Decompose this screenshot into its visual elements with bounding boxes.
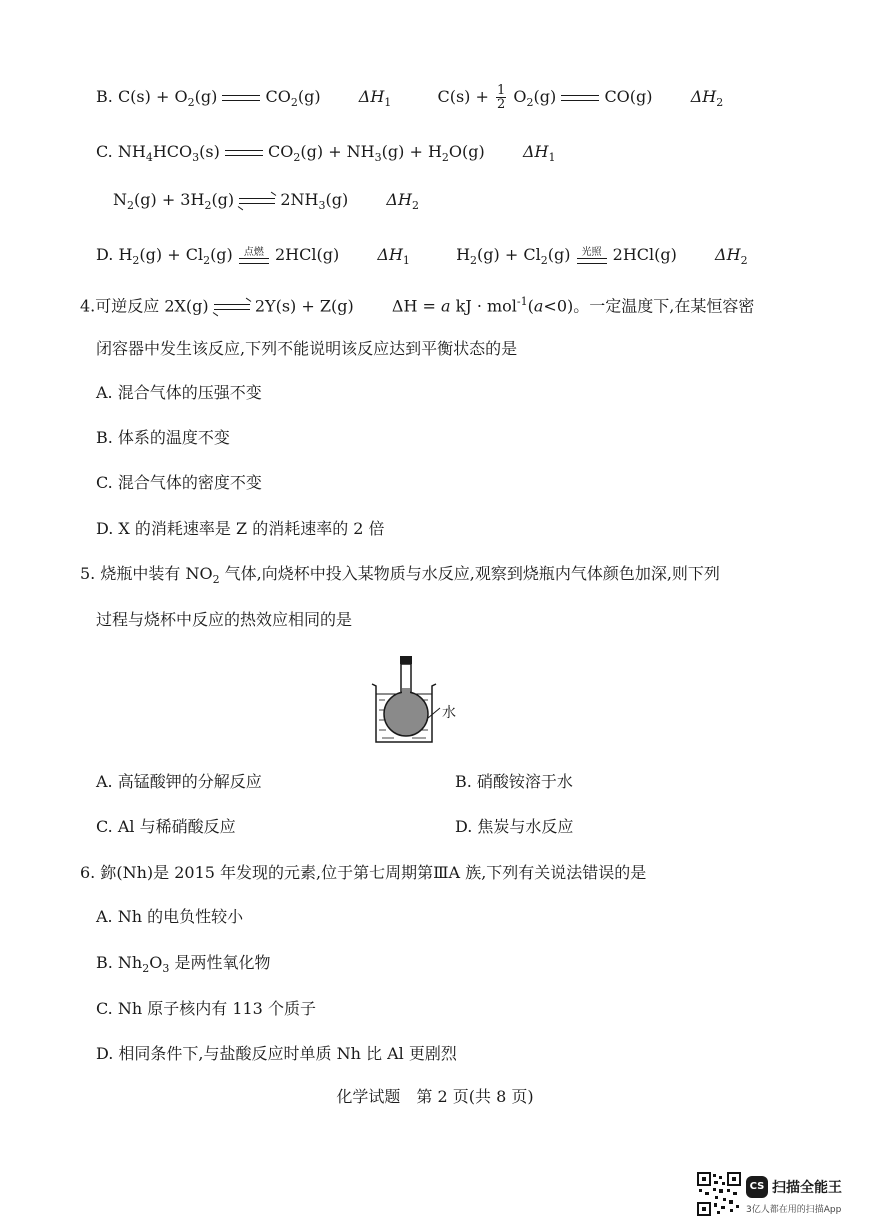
option-c-line1: C. $NH_4HCO_3(s) CO_2(g) + NH_3(g) + H_2O(g)$ $\Delta H_1$ xyxy=(96,142,556,165)
equals-arrow xyxy=(561,95,599,101)
option-d-line: D. $H_2(g) + Cl_2(g)$ 点燃 2HCl(g) $\Delta H_1$ $H_2(g) + Cl_2(g)$ 光照 2HCl(g) $\Delta H_2$ xyxy=(96,245,748,268)
reversible-arrow xyxy=(239,198,275,204)
light-arrow: 光照 xyxy=(577,247,607,264)
q5-option-d: D. 焦炭与水反应 xyxy=(455,817,574,836)
equals-arrow xyxy=(222,95,260,101)
q4-option-b: B. 体系的温度不变 xyxy=(96,428,230,447)
q4-stem-line1: 4.可逆反应 2X(g) 2Y(s) + Z(g) ΔH = a kJ · mol$^{-1}$(a<0)。一定温度下,在某恒容密 xyxy=(80,295,755,316)
flask-in-beaker-icon xyxy=(370,652,480,748)
page-footer: 化学试题 第 2 页(共 8 页) xyxy=(336,1087,534,1106)
fraction-half: $\frac{1}{2}$ xyxy=(497,83,506,112)
q4-stem-line2: 闭容器中发生该反应,下列不能说明该反应达到平衡状态的是 xyxy=(96,339,518,358)
q5-stem-line2: 过程与烧杯中反应的热效应相同的是 xyxy=(96,610,353,629)
q6-option-b: B. $Nh_2O_3$ 是两性氧化物 xyxy=(96,953,271,976)
equals-arrow xyxy=(225,150,263,156)
q4-option-a: A. 混合气体的压强不变 xyxy=(96,383,262,402)
q4-option-d: D. X 的消耗速率是 Z 的消耗速率的 2 倍 xyxy=(96,519,385,538)
option-b-line: B. $C(s) + O_2(g)$ $CO_2(g)$ $\Delta H_1$ C(s) + $\frac{1}{2}$ $O_2(g)$ CO(g) $\Delta H_2$ xyxy=(96,83,724,112)
beaker-flask-figure xyxy=(370,652,480,752)
q6-stem: 6. 鉨(Nh)是 2015 年发现的元素,位于第七周期第ⅢA 族,下列有关说法错误的是 xyxy=(80,863,647,882)
reversible-arrow xyxy=(214,304,250,310)
ignite-arrow: 点燃 xyxy=(239,247,269,264)
q5-option-b: B. 硝酸铵溶于水 xyxy=(455,772,573,791)
qr-code-icon xyxy=(697,1172,741,1216)
option-c-line2: $N_2(g) + 3H_2(g)$ $2NH_3(g)$ $\Delta H_2$ xyxy=(113,190,419,213)
q5-stem-line1: 5. 烧瓶中装有 $NO_2$ 气体,向烧杯中投入某物质与水反应,观察到烧瓶内气体颜色加深,则下列 xyxy=(80,564,720,587)
q4-option-c: C. 混合气体的密度不变 xyxy=(96,473,262,492)
q5-option-a: A. 高锰酸钾的分解反应 xyxy=(96,772,262,791)
q6-option-c: C. Nh 原子核内有 113 个质子 xyxy=(96,999,316,1018)
figure-label-water: 水 xyxy=(442,705,456,721)
q6-option-d: D. 相同条件下,与盐酸反应时单质 Nh 比 Al 更剧烈 xyxy=(96,1044,457,1063)
camscanner-logo: CS xyxy=(746,1176,768,1198)
q6-option-a: A. Nh 的电负性较小 xyxy=(96,907,244,926)
watermark-app-name: 扫描全能王 xyxy=(772,1180,842,1196)
q5-option-c: C. Al 与稀硝酸反应 xyxy=(96,817,236,836)
watermark-tagline: 3亿人都在用的扫描App xyxy=(746,1205,842,1215)
